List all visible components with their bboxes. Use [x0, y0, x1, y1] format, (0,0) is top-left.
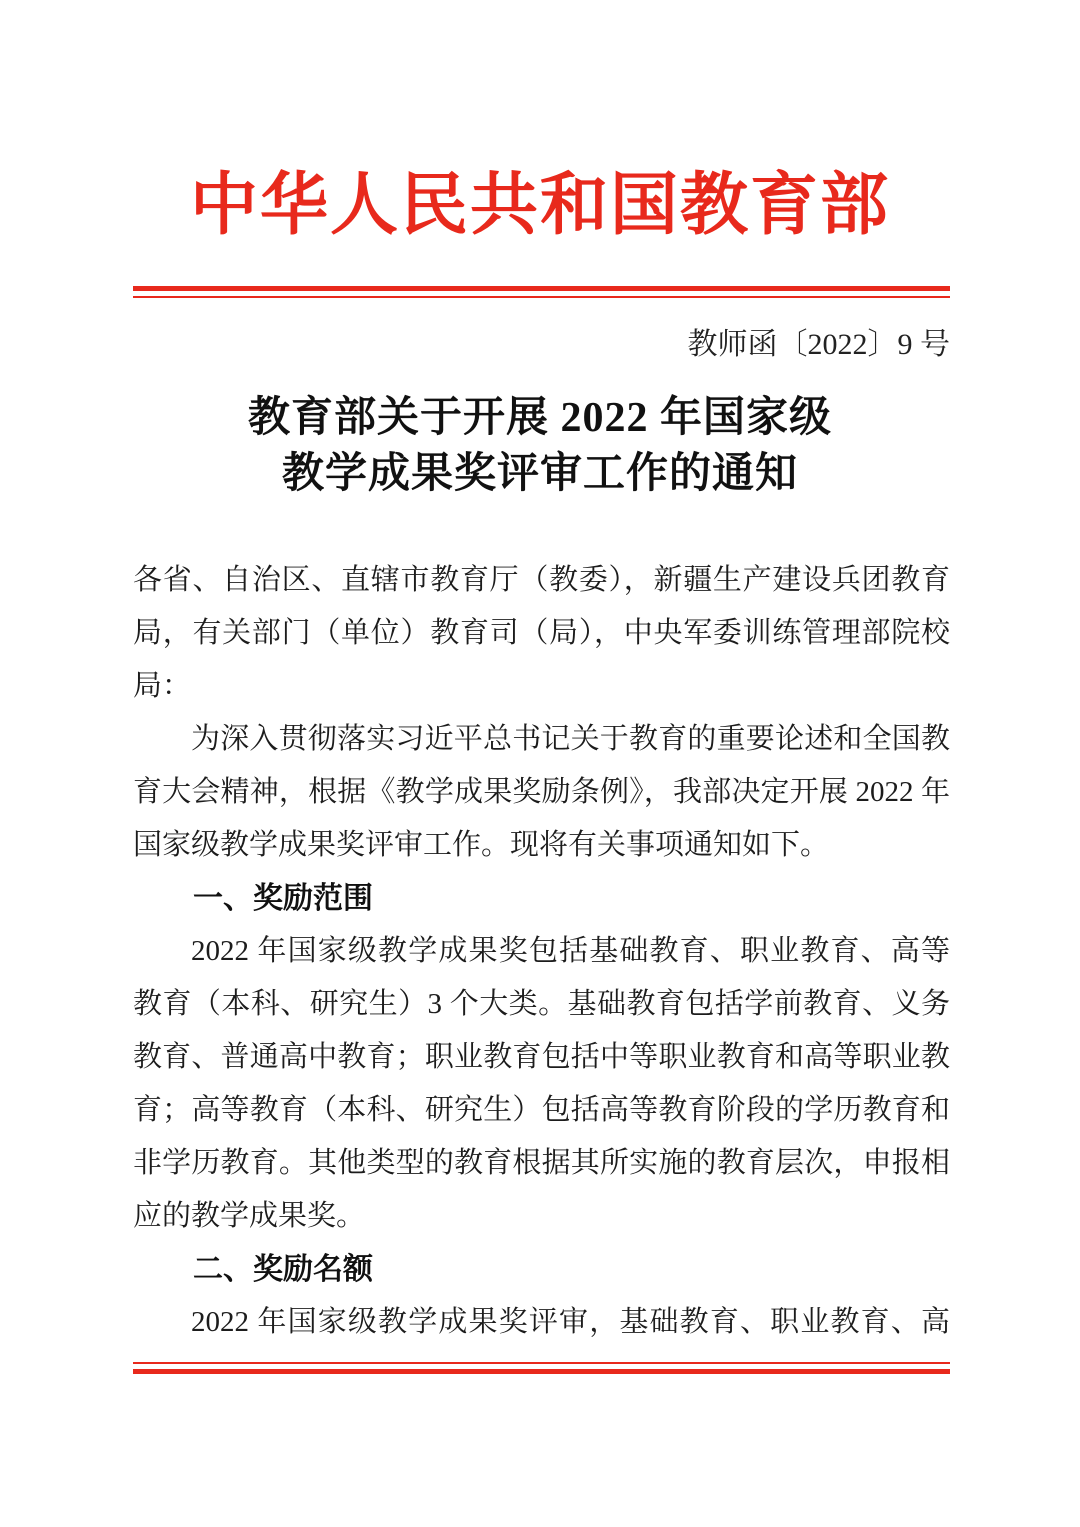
notice-title-line-1: 教育部关于开展 2022 年国家级 — [247, 395, 832, 441]
award-scope-paragraph: 2022 年国家级教学成果奖包括基础教育、职业教育、高等教育（本科、研究生）3 个大类。基础教育包括学前教育、义务教育、普通高中教育；职业教育包括中等职业教育和高等职业教育；高等教育（本科、研究生）包括高等教育阶段的学历教育和非学历教育。其他类型的教育根据其所实施的教育层次，申报相应的教学成果奖。 — [133, 935, 950, 1232]
document-number: 教师函〔2022〕9 号 — [687, 328, 950, 361]
intro-paragraph: 为深入贯彻落实习近平总书记关于教育的重要论述和全国教育大会精神，根据《教学成果奖励条例》，我部决定开展 2022 年国家级教学成果奖评审工作。现将有关事项通知如下。 — [133, 723, 950, 861]
header-divider-thin-line — [133, 296, 950, 298]
notice-title-line-2: 教学成果奖评审工作的通知 — [281, 451, 798, 497]
document-body — [133, 554, 950, 1349]
award-quota-paragraph: 2022 年国家级教学成果奖评审，基础教育、职业教育、高 — [191, 1306, 950, 1338]
section-heading-award-quota: 二、奖励名额 — [193, 1253, 373, 1286]
footer-divider — [133, 1362, 950, 1374]
notice-title — [0, 390, 1080, 502]
header-divider — [133, 286, 950, 298]
salutation-paragraph: 各省、自治区、直辖市教育厅（教委），新疆生产建设兵团教育局，有关部门（单位）教育司（局），中央军委训练管理部院校局： — [133, 564, 950, 702]
section-heading-award-scope: 一、奖励范围 — [193, 882, 373, 915]
agency-header: 中华人民共和国教育部 — [189, 167, 890, 243]
footer-divider-thick-line — [133, 1369, 950, 1374]
